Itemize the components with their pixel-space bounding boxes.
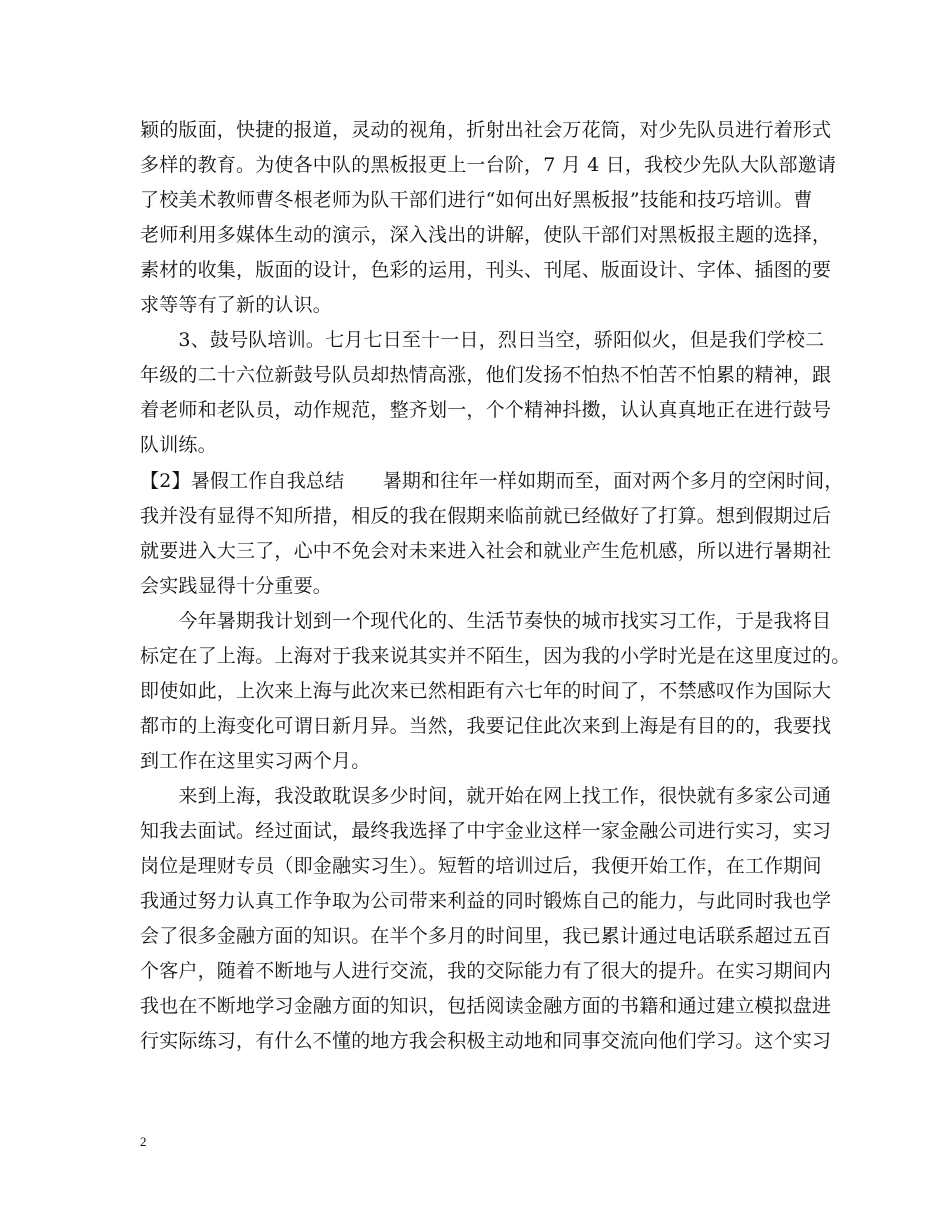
text-line: 多样的教育。为使各中队的黑板报更上一台阶，7 月 4 日，我校少先队大队部邀请 — [140, 154, 837, 176]
text-line: 素材的收集，版面的设计，色彩的运用，刊头、刊尾、版面设计、字体、插图的要 — [140, 259, 832, 281]
text-line: 着老师和老队员，动作规范，整齐划一，个个精神抖擞，认认真真地正在进行鼓号 — [140, 399, 832, 421]
text-line: 个客户，随着不断地与人进行交流，我的交际能力有了很大的提升。在实习期间内 — [140, 960, 832, 982]
text-line: 都市的上海变化可谓日新月异。当然，我要记住此次来到上海是有目的的，我要找 — [140, 715, 832, 737]
text-line: 知我去面试。经过面试，最终我选择了中宇金业这样一家金融公司进行实习，实习 — [140, 820, 832, 842]
text-line: 今年暑期我计划到一个现代化的、生活节奏快的城市找实习工作，于是我将目 — [140, 610, 832, 632]
page-number: 2 — [140, 1134, 147, 1149]
text-line: 了校美术教师曹冬根老师为队干部们进行“如何出好黑板报”技能和技巧培训。曹 — [140, 189, 813, 211]
text-line: 队训练。 — [140, 434, 217, 456]
text-line: 我并没有显得不知所措，相反的我在假期来临前就已经做好了打算。想到假期过后 — [140, 505, 832, 527]
text-line: 我也在不断地学习金融方面的知识，包括阅读金融方面的书籍和通过建立模拟盘进 — [140, 995, 832, 1017]
text-line: 我通过努力认真工作争取为公司带来利益的同时锻炼自己的能力，与此同时我也学 — [140, 890, 832, 912]
text-line: 标定在了上海。上海对于我来说其实并不陌生，因为我的小学时光是在这里度过的。 — [140, 645, 851, 667]
text-line: 老师利用多媒体生动的演示，深入浅出的讲解，使队干部们对黑板报主题的选择， — [140, 224, 832, 246]
text-line: 3、鼓号队培训。七月七日至十一日，烈日当空，骄阳似火，但是我们学校二 — [140, 329, 825, 351]
text-line: 会实践显得十分重要。 — [140, 575, 333, 597]
text-line: 颖的版面，快捷的报道，灵动的视角，折射出社会万花筒，对少先队员进行着形式 — [140, 119, 832, 141]
section-heading-line: 【2】暑假工作自我总结 暑期和往年一样如期而至，面对两个多月的空闲时间， — [140, 470, 844, 492]
text-line: 会了很多金融方面的知识。在半个多月的时间里，我已累计通过电话联系超过五百 — [140, 925, 832, 947]
text-line: 到工作在这里实习两个月。 — [140, 750, 371, 772]
text-line: 即使如此，上次来上海与此次来已然相距有六七年的时间了，不禁感叹作为国际大 — [140, 680, 832, 702]
text-line: 来到上海，我没敢耽误多少时间，就开始在网上找工作，很快就有多家公司通 — [140, 785, 832, 807]
text-line: 就要进入大三了，心中不免会对未来进入社会和就业产生危机感，所以进行暑期社 — [140, 540, 832, 562]
text-line: 行实际练习，有什么不懂的地方我会积极主动地和同事交流向他们学习。这个实习 — [140, 1030, 832, 1052]
text-line: 求等等有了新的认识。 — [140, 294, 333, 316]
text-line: 岗位是理财专员（即金融实习生）。短暂的培训过后，我便开始工作，在工作期间 — [140, 855, 822, 877]
text-line: 年级的二十六位新鼓号队员却热情高涨，他们发扬不怕热不怕苦不怕累的精神，跟 — [140, 364, 832, 386]
